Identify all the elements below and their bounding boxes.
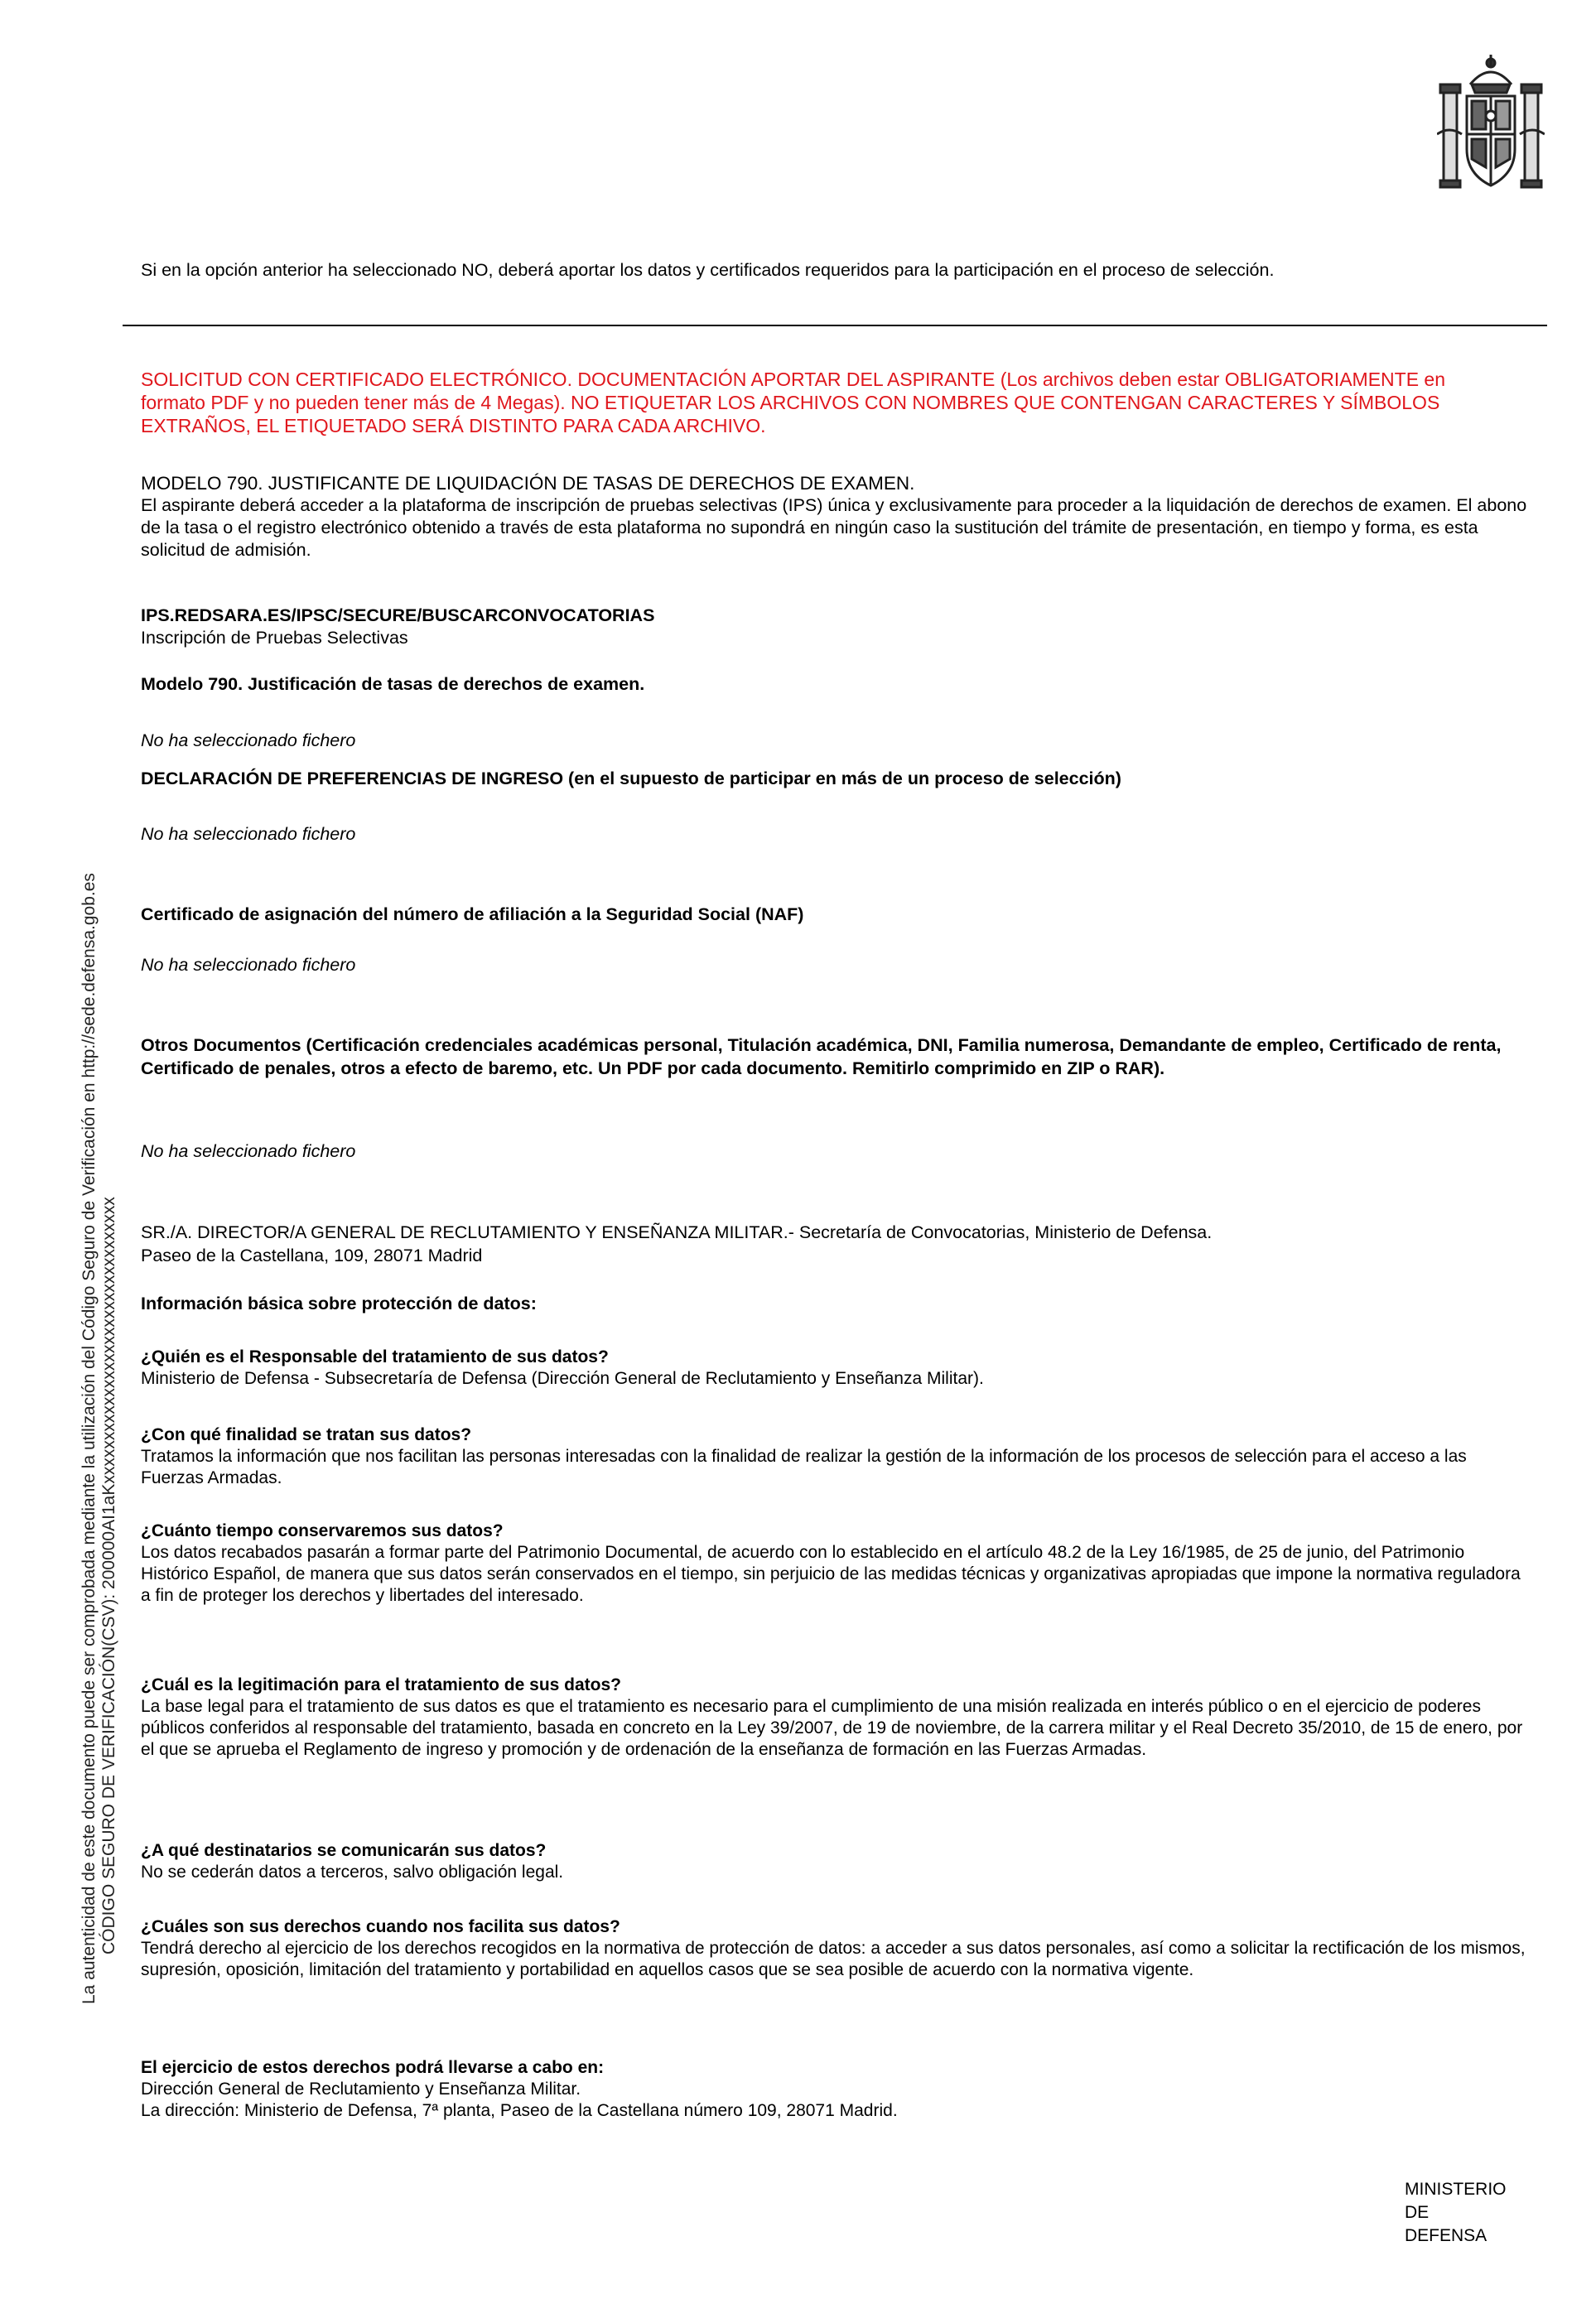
privacy-answer: Ministerio de Defensa - Subsecretaría de Defensa (Dirección General de Reclutamiento y Enseñanza Militar). [141,1369,984,1388]
privacy-question: ¿Con qué finalidad se tratan sus datos? [141,1425,472,1444]
privacy-question: ¿A qué destinatarios se comunicarán sus datos? [141,1841,547,1860]
attachment-label: DECLARACIÓN DE PREFERENCIAS DE INGRESO (en el supuesto de participar en más de un proceso de selección) [141,769,1121,788]
ips-link[interactable]: IPS.REDSARA.ES/IPSC/SECURE/BUSCARCONVOCATORIAS [141,605,655,625]
modelo790-text: El aspirante deberá acceder a la plataforma de inscripción de pruebas selectivas (IPS) única y exclusivamente para proceder a la liquidación de derechos de examen. El abono de la tasa o el registro electrónico obtenido a través de esta plataforma no supondrá en ningún caso la sustitución del trámite de presentación, en tiempo y forma, es esta solicitud de admisión. [141,495,1527,560]
privacy-section [141,1521,1532,1607]
privacy-answer: Tratamos la información que nos facilitan las personas interesadas con la finalidad de realizar la gestión de la información de los procesos de selección para el acceso a las Fuerzas Armadas. [141,1447,1467,1487]
addressee-address: Paseo de la Castellana, 109, 28071 Madrid [141,1246,483,1265]
privacy-section [141,1675,1532,1761]
privacy-question: ¿Cuánto tiempo conservaremos sus datos? [141,1521,504,1540]
attachment-item [141,674,1549,695]
section-divider [123,325,1547,326]
red-notice-text: SOLICITUD CON CERTIFICADO ELECTRÓNICO. DOCUMENTACIÓN APORTAR DEL ASPIRANTE (Los archivos deben estar OBLIGATORIAMENTE en formato PDF y no pueden tener más de 4 Megas). NO ETIQUETAR LOS ARCHIVOS CON NOMBRES QUE CONTENGAN CARACTERES Y SÍMBOLOS EXTRAÑOS, EL ETIQUETADO SERÁ DISTINTO PARA CADA ARCHIVO. [141,369,1446,436]
modelo790-title: MODELO 790. JUSTIFICANTE DE LIQUIDACIÓN DE TASAS DE DERECHOS DE EXAMEN. [141,473,915,494]
privacy-answer: La base legal para el tratamiento de sus datos es que el tratamiento es necesario para el cumplimiento de una misión realizada en interés público o en el ejercicio de poderes públicos conferidos al responsable del tratamiento, basada en concreto en la Ley 39/2007, de 19 de noviembre, de la carrera militar y el Real Decreto 35/2010, de 15 de enero, por el que se aprueba el Reglamento de ingreso y promoción y de ordenación de la enseñanza de formación en las Fuerzas Armadas. [141,1697,1523,1759]
privacy-section [141,1840,1549,1883]
coat-of-arms-icon [1437,51,1545,192]
ips-block [141,605,1549,649]
attachment-label: Modelo 790. Justificación de tasas de derechos de examen. [141,674,645,694]
privacy-question: ¿Cuál es la legitimación para el tratamiento de sus datos? [141,1675,621,1694]
file-status-text: No ha seleccionado fichero [141,824,356,844]
modelo790-block [141,472,1532,561]
footer-line: DE [1405,2203,1430,2222]
csv-verification-line: La autenticidad de este documento puede ser comprobada mediante la utilización del Código Seguro de Verificación en http://sede.defensa.gob.es [80,873,99,2004]
attachment-label: Otros Documentos (Certificación credenciales académicas personal, Titulación académica, DNI, Familia numerosa, Demandante de empleo, Certificado de renta, Certificado de penales, otros a efecto de baremo, etc. Un PDF por cada documento. Remitirlo comprimido en ZIP o RAR). [141,1035,1502,1078]
rights-exercise-line: Dirección General de Reclutamiento y Enseñanza Militar. [141,2080,581,2099]
attachment-label: Certificado de asignación del número de afiliación a la Seguridad Social (NAF) [141,904,804,924]
attachment-item [141,904,1549,925]
addressee-line: SR./A. DIRECTOR/A GENERAL DE RECLUTAMIENTO Y ENSEÑANZA MILITAR.- Secretaría de Convocatorias, Ministerio de Defensa. [141,1222,1213,1242]
rights-exercise-address: La dirección: Ministerio de Defensa, 7ª planta, Paseo de la Castellana número 109, 28071 Madrid. [141,2101,898,2120]
csv-code-line: CÓDIGO SEGURO DE VERIFICACIÓN(CSV): 200000AI1aKxxxxxxxxxxxxxxxxxxxxxxxxxxxxxxxxx [99,1197,118,1954]
csv-sidebar [80,381,119,2004]
rights-exercise-heading: El ejercicio de estos derechos podrá llevarse a cabo en: [141,2058,605,2077]
ips-subtitle: Inscripción de Pruebas Selectivas [141,628,408,648]
privacy-answer: No se cederán datos a terceros, salvo obligación legal. [141,1863,564,1882]
privacy-heading: Información básica sobre protección de datos: [141,1294,537,1313]
attachment-status[interactable] [141,955,1549,976]
privacy-answer: Tendrá derecho al ejercicio de los derechos recogidos en la normativa de protección de datos: a acceder a sus datos personales, así como a solicitar la rectificación de los mismos, supresión, oposición, limitación del tratamiento y portabilidad en aquellos casos que se sea posible de acuerdo con la normativa vigente. [141,1939,1526,1979]
intro-text: Si en la opción anterior ha seleccionado NO, deberá aportar los datos y certificados requeridos para la participación en el proceso de selección. [141,260,1275,280]
intro-block [141,258,1516,282]
ministry-footer [1405,2178,1507,2248]
file-status-text: No ha seleccionado fichero [141,1141,356,1161]
addressee-block [141,1221,1549,1267]
footer-line: DEFENSA [1405,2226,1488,2245]
privacy-question: ¿Cuáles son sus derechos cuando nos facilita sus datos? [141,1917,620,1936]
privacy-question: ¿Quién es el Responsable del tratamiento de sus datos? [141,1347,609,1366]
attachment-status[interactable] [141,730,1549,751]
file-status-text: No ha seleccionado fichero [141,955,356,975]
privacy-answer: Los datos recabados pasarán a formar parte del Patrimonio Documental, de acuerdo con lo establecido en el artículo 48.2 de la Ley 16/1985, de 25 de junio, del Patrimonio Histórico Español, de manera que sus datos serán conservados en el tiempo, sin perjuicio de las medidas técnicas y organizativas apropiadas que impone la normativa reguladora a fin de proteger los derechos y libertades del interesado. [141,1543,1521,1605]
privacy-section [141,1347,1549,1390]
file-status-text: No ha seleccionado fichero [141,730,356,750]
red-notice-block [141,368,1499,437]
privacy-section [141,1916,1532,1981]
rights-exercise-block [141,2057,1549,2122]
attachment-status[interactable] [141,1141,1549,1162]
footer-line: MINISTERIO [1405,2180,1507,2199]
attachment-item [141,769,1549,789]
privacy-heading-block [141,1294,1549,1314]
attachment-status[interactable] [141,824,1549,845]
privacy-section [141,1424,1532,1489]
attachment-item [141,1034,1541,1080]
